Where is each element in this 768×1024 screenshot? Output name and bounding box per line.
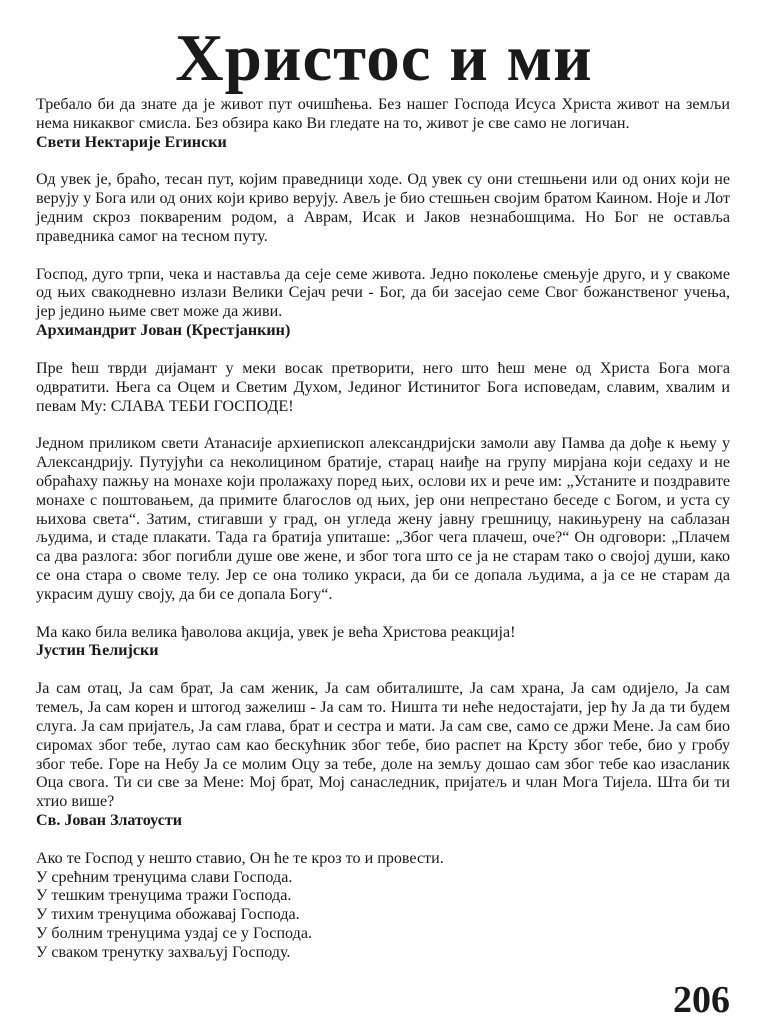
- paragraph-gap: [36, 341, 730, 360]
- quote-author: Свети Нектарије Егински: [36, 133, 227, 151]
- verse-line: У болним тренуцима уздај се у Господа.: [36, 925, 312, 943]
- quote-text: Требало би да знате да је живот пут очишћења. Без нашег Господа Исуса Христа живот на земљи нема никаквог смисла. Без обзира како Ви гледате на то, живот је све само не логичан.: [36, 96, 730, 132]
- page-title: Христос и ми: [175, 21, 593, 95]
- paragraph-gap: [36, 153, 730, 172]
- verse-line: У срећним тренуцима слави Господа.: [36, 868, 293, 886]
- quote-author: Јустин Ћелијски: [36, 642, 159, 660]
- quote-author: Св. Јован Златоусти: [36, 812, 183, 830]
- page-content: [36, 96, 730, 963]
- verse-line: У сваком тренутку захваљуј Господу.: [36, 943, 291, 961]
- quote-text: Ма како била велика ђаволова акција, увек је већа Христова реакција!: [36, 623, 516, 641]
- verse-line: У тихим тренуцима обожавај Господа.: [36, 906, 300, 924]
- verse-line: Ако те Господ у нешто ставио, Он ће те кроз то и провести.: [36, 849, 444, 867]
- quote-text: Ја сам отац, Ја сам брат, Ја сам женик, Ја сам обиталиште, Ја сам храна, Ја сам одијело, Ја сам темељ, Ја сам корен и штогод зажелиш - Ја сам то. Ништа ти неће недостајати, јер ћу Ја да ти будем слуга. Ја сам пријатељ, Ја сам глава, брат и сестра и мати. Ја сам све, само се држи Мене. Ја сам био сиромах због тебе, лутао сам као бескућник због тебе, био распет на Крсту због тебе, био у гробу због тебе. Горе на Небу Ја се молим Оцу за тебе, доле на земљу дошао сам због тебе као изасланик Оца свога. Ти си све за Мене: Мој брат, Мој санаследник, пријатељ и члан Мога Тијела. Шта би ти хтио више?: [36, 680, 730, 811]
- closing-verses: [36, 850, 730, 963]
- quote-author: Архимандрит Јован (Крестјанкин): [36, 322, 291, 340]
- paragraph-gap: [36, 416, 730, 435]
- quote-text: Од увек је, браћо, тесан пут, којим праведници ходе. Од увек су они стешњени или од оних који не верују у Бога или од оних који криво верују. Авељ је био стешњен својим братом Каином. Ноје и Лот једним скроз поквареним родом, а Аврам, Исак и Јаков незнабошцима. Но Бог не оставља праведника самог на тесном путу.: [36, 171, 730, 245]
- page-number: 206: [673, 979, 730, 1021]
- paragraph-gap: [36, 831, 730, 850]
- quote-text: Једном приликом свети Атанасије архиепископ александријски замоли аву Памва да дође к њему у Александрију. Путујући са неколицином братије, старац наиђе на групу мирјана који седаху и не обраћаху пажњу на монахе који пролажаху поред њих, ослови их и рече им: „Устаните и поздравите монахе с поштовањем, да примите благослов од њих, јер они непрестано беседе с Богом, и уста су њихова света“. Затим, стигавши у град, он угледа жену јавну грешницу, накињурену на саблазан људима, и стаде плакати. Тада га братија упиташе: „Због чега плачеш, оче?“ Он одговори: „Плачем са два разлога: због погибли душе ове жене, и због тога што се ја не старам тако о својој души, како се она стара о своме телу. Јер се она толико украси, да би се допала људима, а ја се не старам да украсим душу своју, да би се допала Богу“.: [36, 435, 730, 603]
- paragraph-gap: [36, 661, 730, 680]
- quote-text: Пре ћеш тврди дијамант у меки восак претворити, него што ћеш мене од Христа Бога мога одвратити. Њега са Оцем и Светим Духом, Јединог Истинитог Бога исповедам, славим, хвалим и певам Му: СЛАВА ТЕБИ ГОСПОДЕ!: [36, 359, 730, 415]
- quote-text: Господ, дуго трпи, чека и наставља да сеје семе живота. Једно поколење смењује друго, и у свакоме од њих свакодневно излази Велики Сејач речи - Бог, да би засејао семе Свог божанственог учења, јер једино њиме свет може да живи.: [36, 265, 730, 321]
- paragraph-gap: [36, 605, 730, 624]
- paragraph-gap: [36, 247, 730, 266]
- verse-line: У тешким тренуцима тражи Господа.: [36, 887, 292, 905]
